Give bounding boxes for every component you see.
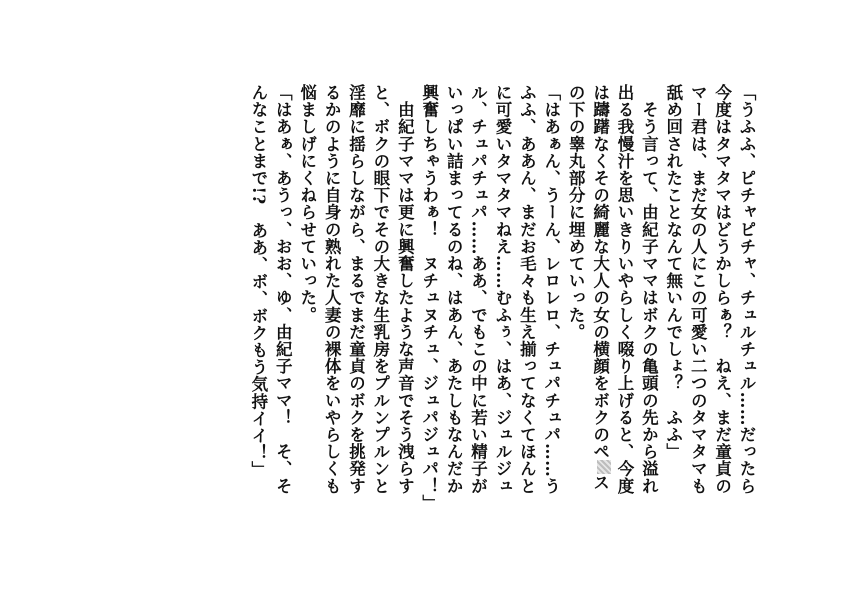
- text-line-5: そう言って、由紀子ママはボクの亀頭の先から溢れ: [639, 84, 659, 495]
- text-line-4: 舐め回されたことなんて無いんでしょ？ ふふ」: [663, 84, 683, 461]
- text-line-2: 今度はタマタマはどうかしらぁ？ ねえ、まだ童貞の: [712, 84, 732, 495]
- text-line-9: 「はあぁん、うーん、レロレロ、チュパチュパ……う: [541, 84, 561, 495]
- censor-mosaic: [597, 460, 611, 474]
- text-line-8: の下の睾丸部分に埋めていった。: [566, 84, 586, 341]
- text-line-6: 出る我慢汁を思いきりいやらしく啜り上げると、今度: [614, 84, 634, 495]
- text-line-7-tail: ス: [590, 474, 610, 492]
- text-line-15: 由紀子ママは更に興奮したような声音でそう洩らす: [395, 84, 415, 495]
- text-line-11: に可愛いタマタマねえ……むふぅ、はあ、ジュルジュ: [492, 84, 512, 495]
- text-line-1: 「うふふ、ピチャピチャ、チュルチュル……だったら: [737, 84, 756, 495]
- text-line-16: と、ボクの眼下でその大きな生乳房をプルンプルンと: [370, 84, 390, 495]
- text-line-7-main: は躊躇なくその綺麗な大人の女の横顔をボクのペ: [590, 84, 610, 461]
- text-line-13: いっぱい詰まってるのね、はあん、あたしもなんだか: [444, 84, 464, 495]
- text-line-18: るかのように自身の熟れた人妻の裸体をいやらしくも: [322, 84, 342, 495]
- text-line-14: 興奮しちゃうわぁ！ ヌチュヌチュ、ジュパジュパ！」: [419, 84, 439, 512]
- text-line-3: マー君は、まだ女の人にこの可愛い二つのタマタマも: [688, 84, 708, 495]
- text-line-17: 淫靡に揺らしながら、まるでまだ童貞のボクを挑発す: [346, 84, 366, 495]
- text-line-7: [587, 84, 611, 524]
- text-line-20: 「はあぁ、あうっ、おお、ゆ、由紀子ママ！ そ、そ: [273, 84, 293, 495]
- vertical-text-block: [245, 84, 758, 524]
- text-line-10: ふふ、ああん、まだお毛々も生え揃ってなくてほんと: [517, 84, 537, 495]
- text-line-12: ル、チュパチュパ……ああ、でもこの中に若い精子が: [468, 84, 488, 495]
- text-line-19: 悩ましげにくねらせていった。: [297, 84, 317, 324]
- text-line-21: んなことまで!? ああ、ボ、ボクもう気持イイ！」: [248, 84, 268, 479]
